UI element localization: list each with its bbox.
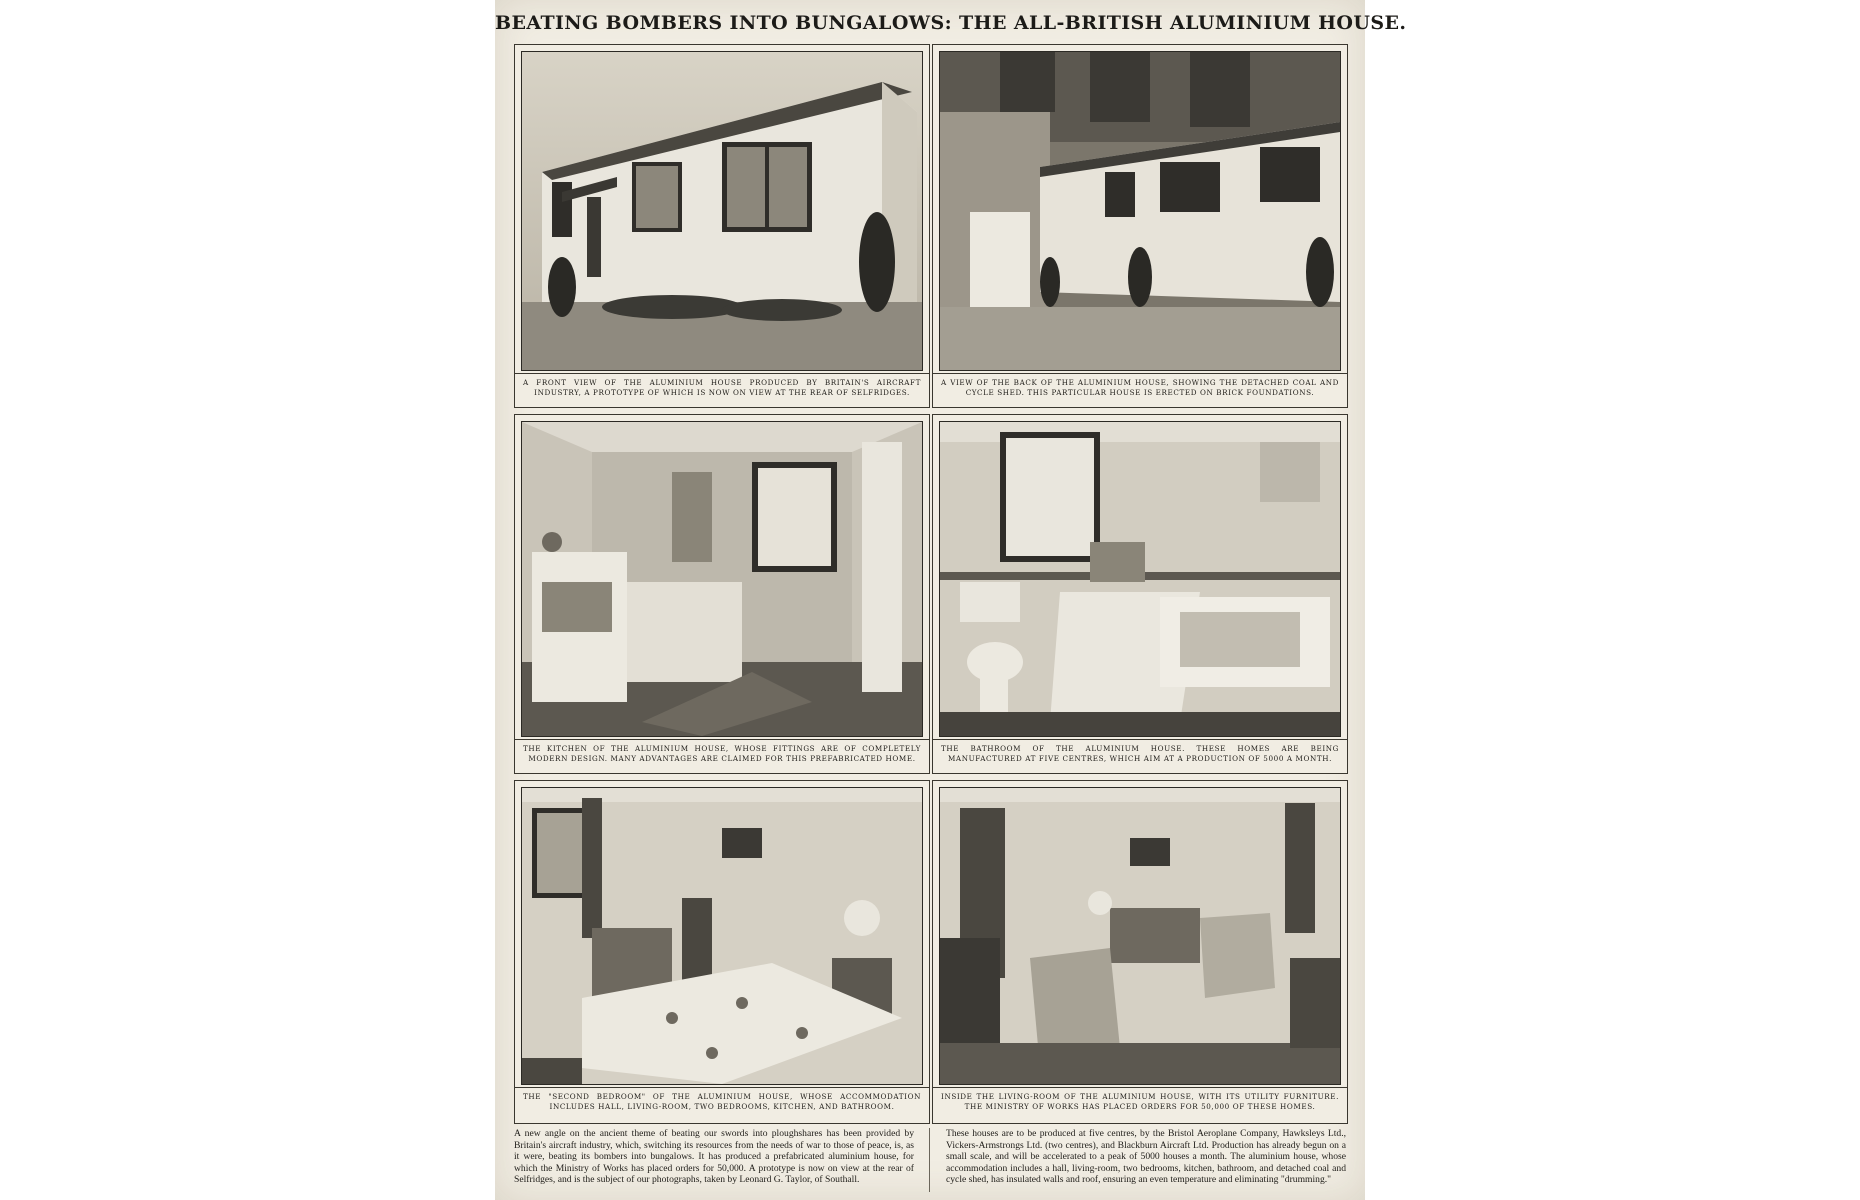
bathroom-caption: THE BATHROOM OF THE ALUMINIUM HOUSE. THESE HOMES ARE BEING MANUFACTURED AT FIVE CENTRES, WHICH AIM AT A PRODUCTION OF 5000 A MONTH. — [933, 739, 1347, 764]
bathroom-photo — [939, 421, 1341, 737]
article-body-right-column: These houses are to be produced at five centres, by the Bristol Aeroplane Company, Hawksleys Ltd., Vickers-Armstrongs Ltd. (two centres), and Blackburn Aircraft Ltd. Production has already begun on a small scale, and will be accelerated to a peak of 5000 houses a month. The aluminium house, whose accommodation includes a hall, living-room, two bedrooms, kitchen, bathroom, and detached coal and cycle shed, has insulated walls and roof, ensuring an even temperature and eliminating "drumming." — [946, 1128, 1346, 1186]
front-view-photo — [521, 51, 923, 371]
photo-plate-back-view — [932, 44, 1348, 408]
front-view-caption: A FRONT VIEW OF THE ALUMINIUM HOUSE PRODUCED BY BRITAIN'S AIRCRAFT INDUSTRY, A PROTOTYPE OF WHICH IS NOW ON VIEW AT THE REAR OF SELFRIDGES. — [515, 373, 929, 398]
living-room-photo-icon — [940, 788, 1340, 1084]
column-rule — [929, 1128, 930, 1192]
page-headline: BEATING BOMBERS INTO BUNGALOWS: THE ALL-BRITISH ALUMINIUM HOUSE. — [495, 12, 1407, 34]
living-room-caption: INSIDE THE LIVING-ROOM OF THE ALUMINIUM HOUSE, WITH ITS UTILITY FURNITURE. THE MINISTRY OF WORKS HAS PLACED ORDERS FOR 50,000 OF THESE HOMES. — [933, 1087, 1347, 1112]
kitchen-photo — [521, 421, 923, 737]
bedroom-photo — [521, 787, 923, 1085]
bedroom-caption: THE "SECOND BEDROOM" OF THE ALUMINIUM HOUSE, WHOSE ACCOMMODATION INCLUDES HALL, LIVING-ROOM, TWO BEDROOMS, KITCHEN, AND BATHROOM. — [515, 1087, 929, 1112]
bedroom-photo-icon — [522, 788, 922, 1084]
photo-plate-kitchen — [514, 414, 930, 774]
house-back-photo-icon — [940, 52, 1340, 370]
magazine-page — [495, 0, 1407, 1200]
bathroom-photo-icon — [940, 422, 1340, 736]
kitchen-caption: THE KITCHEN OF THE ALUMINIUM HOUSE, WHOSE FITTINGS ARE OF COMPLETELY MODERN DESIGN. MANY ADVANTAGES ARE CLAIMED FOR THIS PREFABRICATED HOME. — [515, 739, 929, 764]
living-room-photo — [939, 787, 1341, 1085]
photo-plate-front-view — [514, 44, 930, 408]
photo-plate-bedroom — [514, 780, 930, 1124]
back-view-photo — [939, 51, 1341, 371]
photo-plate-living-room — [932, 780, 1348, 1124]
photo-plate-bathroom — [932, 414, 1348, 774]
house-front-photo-icon — [522, 52, 922, 370]
article-body-left-column: A new angle on the ancient theme of beating our swords into ploughshares has been provided by Britain's aircraft industry, which, switching its resources from the needs of war to those of peace, is, as it were, beating its bombers into bungalows. It has produced a prefabricated aluminium house, for which the Ministry of Works has placed orders for 50,000. A prototype is now on view at the rear of Selfridges, and is the subject of our photographs, taken by Leonard G. Taylor, of Southall. — [514, 1128, 914, 1186]
back-view-caption: A VIEW OF THE BACK OF THE ALUMINIUM HOUSE, SHOWING THE DETACHED COAL AND CYCLE SHED. THIS PARTICULAR HOUSE IS ERECTED ON BRICK FOUNDATIONS. — [933, 373, 1347, 398]
kitchen-photo-icon — [522, 422, 922, 736]
